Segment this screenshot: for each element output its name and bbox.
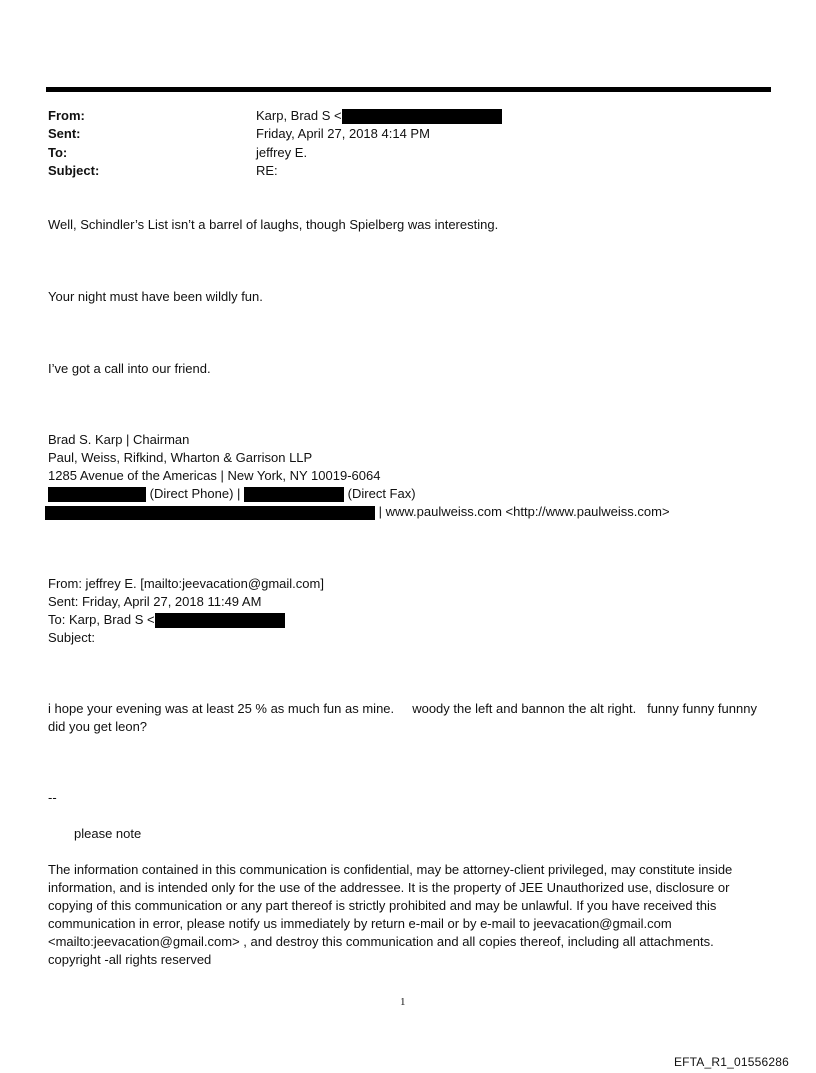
redaction-fax (244, 487, 344, 502)
fax-label: (Direct Fax) (347, 486, 416, 501)
quoted-sent: Sent: Friday, April 27, 2018 11:49 AM (48, 594, 262, 609)
sent-label: Sent: (48, 126, 81, 141)
from-value (256, 107, 502, 125)
please-note: please note (74, 826, 142, 841)
quoted-from: From: jeffrey E. [mailto:jeevacation@gmail.com] (48, 576, 324, 591)
from-value-text: Karp, Brad S < (256, 108, 342, 123)
quoted-to-text: To: Karp, Brad S < (48, 612, 155, 627)
subject-value: RE: (256, 163, 278, 178)
body-line-1: Well, Schindler’s List isn’t a barrel of laughs, though Spielberg was interesting. (48, 217, 499, 232)
quoted-subject: Subject: (48, 630, 95, 645)
redaction-from-email (342, 109, 502, 124)
redaction-quoted-to (155, 613, 285, 628)
signature-phone-fax (48, 485, 416, 503)
body-line-3: I’ve got a call into our friend. (48, 361, 211, 376)
to-label: To: (48, 145, 68, 160)
quoted-message: i hope your evening was at least 25 % as much fun as mine. woody the left and bannon the alt right. funny funny funnny did you get leon? (48, 701, 765, 734)
signature-firm: Paul, Weiss, Rifkind, Wharton & Garrison LLP (48, 450, 313, 465)
web-link[interactable]: | www.paulweiss.com <http://www.paulweiss.com> (378, 504, 670, 519)
sent-value: Friday, April 27, 2018 4:14 PM (256, 126, 430, 141)
header-rule (46, 87, 771, 92)
bates-stamp: EFTA_R1_01556286 (673, 1055, 789, 1069)
subject-label: Subject: (48, 163, 100, 178)
signature-email-web (45, 503, 670, 521)
signature-address: 1285 Avenue of the Americas | New York, NY 10019-6064 (48, 468, 381, 483)
page-number: 1 (400, 996, 406, 1008)
phone-label: (Direct Phone) | (149, 486, 241, 501)
disclaimer-text: The information contained in this communication is confidential, may be attorney-client privileged, may constitute inside information, and is intended only for the use of the addressee. It is the property of JEE Unauthorized use, disclosure or copying of this communication or any part thereof is strictly prohibited and may be unlawful. If you have received this communication in error, please notify us immediately by return e-mail or by e-mail to jeevacation@gmail.com <mailto:jeevacation@gmail.com> , and destroy this communication and all copies thereof, including all attachments. copyright -all rights reserved (48, 862, 733, 967)
redaction-phone (48, 487, 146, 502)
signature-separator: -- (48, 790, 57, 805)
quoted-to (48, 611, 285, 629)
from-label: From: (48, 108, 85, 123)
redaction-email (45, 506, 375, 520)
to-value: jeffrey E. (256, 145, 308, 160)
signature-name: Brad S. Karp | Chairman (48, 432, 190, 447)
body-line-2: Your night must have been wildly fun. (48, 289, 263, 304)
